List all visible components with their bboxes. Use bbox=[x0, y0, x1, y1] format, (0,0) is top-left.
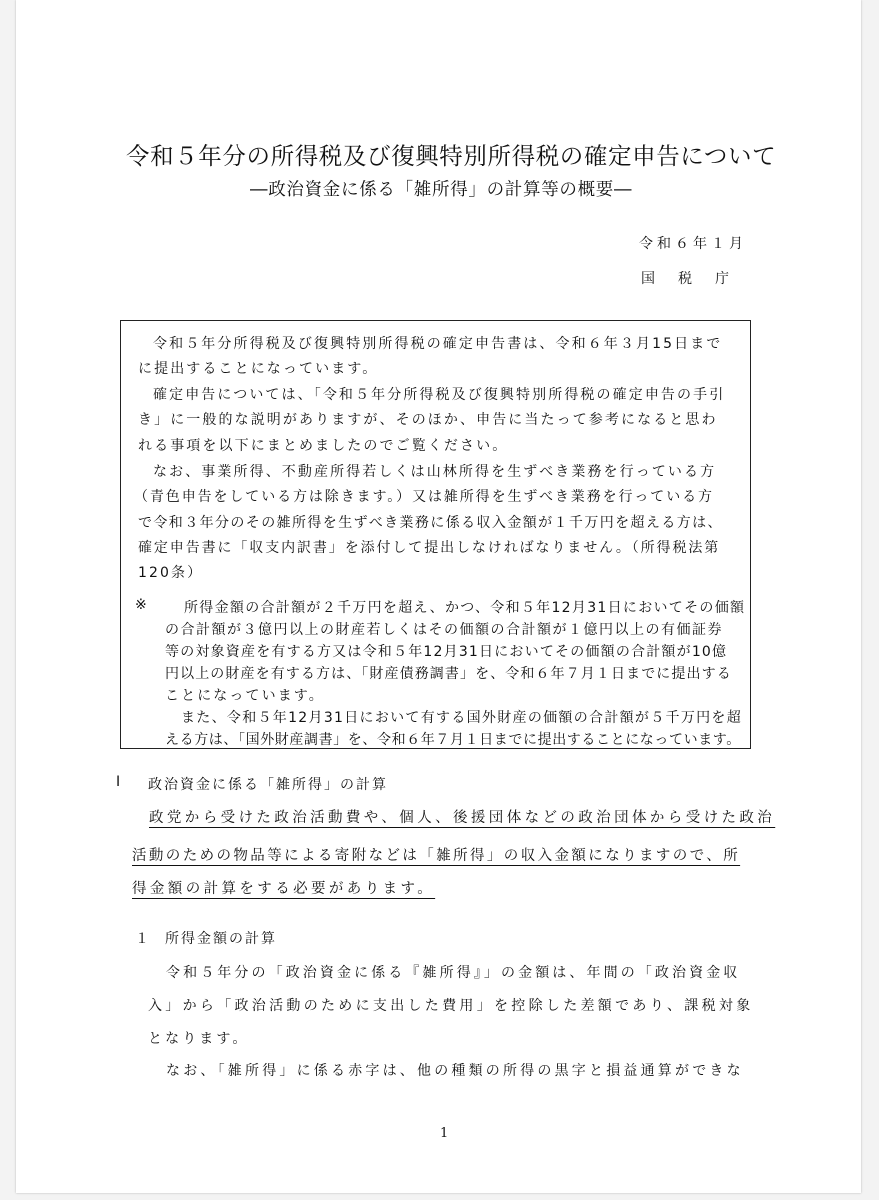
underlined-line: 政党から受けた政治活動費や、個人、後援団体などの政治団体から受けた政治 bbox=[149, 810, 776, 826]
notice-line: 確定申告書に「収支内訳書」を添付して提出しなければなりません。（所得税法第 bbox=[138, 540, 721, 556]
body-line: となります。 bbox=[148, 1031, 250, 1047]
subsection-heading: 所得金額の計算 bbox=[165, 931, 277, 947]
notice-line: に提出することになっています。 bbox=[138, 361, 379, 377]
notice-line: き」に一般的な説明がありますが、そのほか、申告に当たって参考になると思わ bbox=[138, 412, 718, 428]
body-line: なお、「雑所得」に係る赤字は、他の種類の所得の黒字と損益通算ができな bbox=[166, 1063, 744, 1079]
body-line: 入」から「政治活動のために支出した費用」を控除した差額であり、課税対象 bbox=[148, 998, 754, 1014]
notice-line: 令和５年分所得税及び復興特別所得税の確定申告書は、令和６年３月15日まで bbox=[153, 336, 723, 352]
notice-line: れる事項を以下にまとめましたのでご覧ください。 bbox=[138, 438, 509, 454]
note-line: える方は、「国外財産調書」を、令和６年７月１日までに提出することになっています。 bbox=[165, 732, 741, 748]
page-number: 1 bbox=[440, 1126, 449, 1141]
notice-line: （青色申告をしている方は除きます。）又は雑所得を生ずべき業務を行っている方 bbox=[134, 489, 714, 505]
note-mark: ※ bbox=[135, 597, 149, 613]
note-line: の合計額が３億円以上の財産若しくはその価額の合計額が１億円以上の有価証券 bbox=[165, 622, 723, 638]
issue-date: 令和６年１月 bbox=[639, 236, 747, 252]
document-subtitle: ―政治資金に係る「雑所得」の計算等の概要― bbox=[250, 180, 633, 200]
issuing-agency: 国税庁 bbox=[641, 271, 752, 287]
note-line: ことになっています。 bbox=[165, 688, 325, 704]
notice-line: 確定申告については、「令和５年分所得税及び復興特別所得税の確定申告の手引 bbox=[153, 387, 726, 403]
notice-line: で令和３年分のその雑所得を生ずべき業務に係る収入金額が１千万円を超える方は、 bbox=[138, 515, 723, 531]
underlined-line: 活動のための物品等による寄附などは「雑所得」の収入金額になりますので、所 bbox=[132, 848, 741, 864]
document-title: 令和５年分の所得税及び復興特別所得税の確定申告について bbox=[126, 142, 777, 170]
notice-line: 120条） bbox=[138, 565, 204, 581]
note-line: また、令和５年12月31日において有する国外財産の価額の合計額が５千万円を超 bbox=[181, 710, 743, 726]
note-line: 円以上の財産を有する方は、「財産債務調書」を、令和６年７月１日までに提出する bbox=[165, 666, 732, 682]
underlined-line: 得金額の計算をする必要があります。 bbox=[132, 881, 436, 897]
section-number: Ⅰ bbox=[116, 774, 123, 790]
subsection-number: １ bbox=[135, 931, 151, 947]
note-line: 所得金額の合計額が２千万円を超え、かつ、令和５年12月31日においてその価額 bbox=[184, 600, 746, 616]
note-line: 等の対象資産を有する方又は令和５年12月31日においてその価額の合計額が10億 bbox=[165, 644, 728, 660]
notice-line: なお、事業所得、不動産所得若しくは山林所得を生ずべき業務を行っている方 bbox=[153, 464, 717, 480]
body-line: 令和５年分の「政治資金に係る『雑所得』」の金額は、年間の「政治資金収 bbox=[166, 965, 741, 981]
section-heading: 政治資金に係る「雑所得」の計算 bbox=[148, 777, 388, 793]
document-page bbox=[16, 0, 861, 1193]
